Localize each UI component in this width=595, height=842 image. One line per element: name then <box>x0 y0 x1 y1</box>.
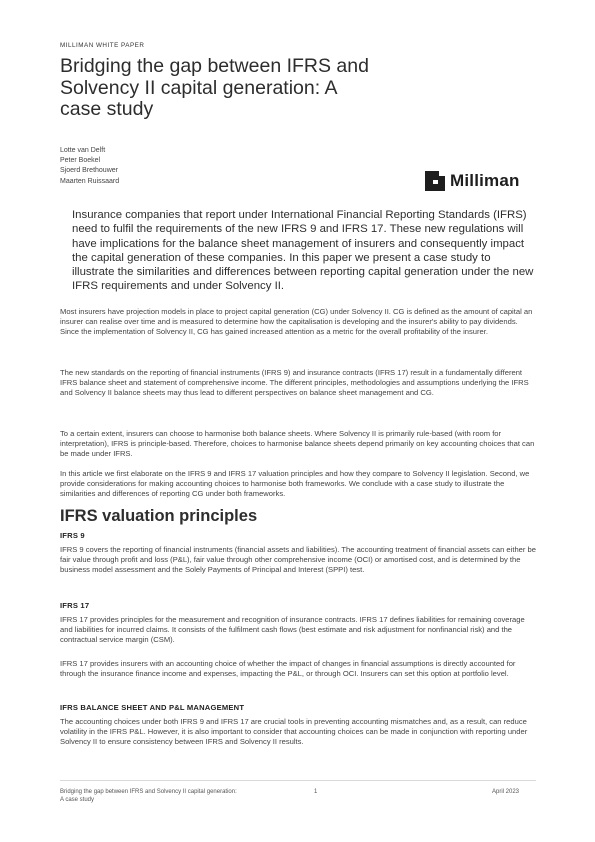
body-paragraph: To a certain extent, insurers can choose to harmonise both balance sheets. Where Solvency II is primarily rule-based (with room for interpretation), IFRS is principle-based. Therefore, choices to harmonise balance sheets depend primarily on key accounting choices that can be made under IFRS. <box>60 429 535 459</box>
body-paragraph: The new standards on the reporting of financial instruments (IFRS 9) and insurance contracts (IFRS 17) result in a fundamentally different IFRS balance sheet and statement of comprehensive income. The different principles, methodologies and assumptions underlying the IFRS and Solvency II balance sheets may thus lead to different perspectives on balance sheet management and CG. <box>60 368 529 398</box>
page-title: Bridging the gap between IFRS and Solvency II capital generation: A case study <box>60 55 369 120</box>
footer-date: April 2023 <box>492 789 520 795</box>
logo-wordmark: Milliman <box>450 171 520 190</box>
eyebrow-label: MILLIMAN WHITE PAPER <box>60 42 145 49</box>
body-paragraph: IFRS 17 provides principles for the measurement and recognition of insurance contracts. IFRS 17 defines liabilities for remaining coverage and liabilities for incurred claims. It consists of the fulfilment cash flows (best estimate and risk adjustment for nonfinancial risk) and the contractual service margin (CSM). <box>60 615 525 645</box>
subsection-heading-ifrs9: IFRS 9 <box>60 531 85 540</box>
author-name: Maarten Ruissaard <box>60 177 120 185</box>
footer-document-title: Bridging the gap between IFRS and Solvency II capital generation: A case study <box>60 789 237 803</box>
milliman-logo-icon <box>425 171 445 191</box>
body-paragraph: In this article we first elaborate on the IFRS 9 and IFRS 17 valuation principles and how they compare to Solvency II legislation. Second, we provide considerations for making accounting choices to harmonise both frameworks. We conclude with a case study to illustrate the similarities and differences of reporting CG under both frameworks. <box>60 469 530 499</box>
body-paragraph: Most insurers have projection models in place to project capital generation (CG) under Solvency II. CG is defined as the amount of capital an insurer can realise over time and is measured to determine how the capitalisation is developing and the insurer's ability to pay dividends. Since the implementation of Solvency II, CG has gained increased attention as a metric for the overall profitability of the insurer. <box>60 307 533 337</box>
subsection-heading-balance: IFRS BALANCE SHEET AND P&L MANAGEMENT <box>60 703 245 712</box>
author-name: Peter Boekel <box>60 157 101 165</box>
milliman-logo <box>425 170 520 192</box>
footer-page-number: 1 <box>314 789 318 795</box>
author-name: Lotte van Delft <box>60 147 106 154</box>
body-paragraph: IFRS 17 provides insurers with an accounting choice of whether the impact of changes in financial assumptions is directly accounted for through the insurance finance income and expenses, impacting the P&L, or through OCI. Insurers can set this option at portfolio level. <box>60 659 516 679</box>
body-paragraph: The accounting choices under both IFRS 9 and IFRS 17 are crucial tools in preventing accounting mismatches and, as a result, can reduce volatility in the IFRS P&L. However, it is also important to consider that accounting choices can be made in conjunction with reporting under Solvency II to ensure consistency between IFRS and Solvency II results. <box>60 717 528 747</box>
section-heading: IFRS valuation principles <box>60 507 258 525</box>
body-paragraph: IFRS 9 covers the reporting of financial instruments (financial assets and liabilities). The accounting treatment of financial assets can either be fair value through profit and loss (P&L), fair value through other comprehensive income (OCI) or amortised cost, and is determined by the business model assessment and the Solely Payments of Principal and Interest (SPPI) test. <box>60 545 536 575</box>
subsection-heading-ifrs17: IFRS 17 <box>60 601 90 610</box>
author-name: Sjoerd Brethouwer <box>60 167 118 175</box>
intro-paragraph: Insurance companies that report under International Financial Reporting Standards (IFRS) need to fulfil the requirements of the new IFRS 9 and IFRS 17. These new regulations will have implications for the balance sheet management of insurers and consequently impact the capital generation of these companies. In this paper we present a case study to illustrate the similarities and differences between reporting capital generation under the new IFRS requirements and under Solvency II. <box>72 209 534 293</box>
footer-divider <box>60 780 536 781</box>
author-list <box>60 146 119 187</box>
